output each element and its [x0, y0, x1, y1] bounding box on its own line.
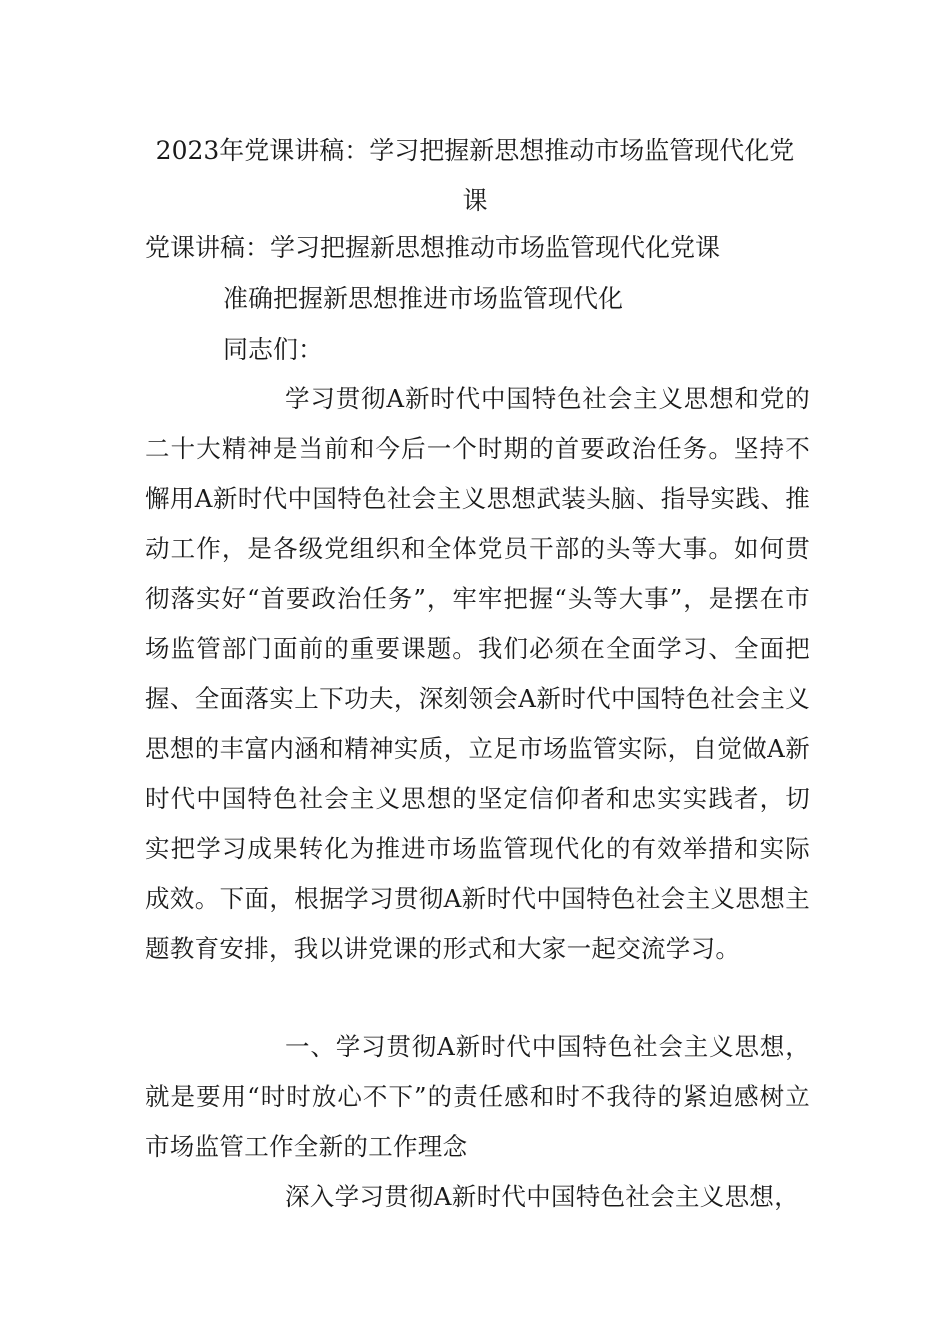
- body-paragraph-2: 深入学习贯彻A新时代中国特色社会主义思想，: [285, 1182, 799, 1211]
- greeting: 同志们：: [223, 335, 324, 364]
- document-subtitle: 党课讲稿：学习把握新思想推动市场监管现代化党课: [145, 233, 721, 262]
- body-paragraph-1: 学习贯彻A新时代中国特色社会主义思想和党的二十大精神是当前和今后一个时期的首要政治任务。坚持不懈用A新时代中国特色社会主义思想武装头脑、指导实践、推动工作，是各级党组织和全体党员干部的头等大事。如何贯彻落实好“首要政治任务”，牢牢把握“头等大事”，是摆在市场监管部门面前的重要课题。我们必须在全面学习、全面把握、全面落实上下功夫，深刻领会A新时代中国特色社会主义思想的丰富内涵和精神实质，立足市场监管实际，自觉做A新时代中国特色社会主义思想的坚定信仰者和忠实实践者，切实把学习成果转化为推进市场监管现代化的有效举措和实际成效。下面，根据学习贯彻A新时代中国特色社会主义思想主题教育安排，我以讲党课的形式和大家一起交流学习。: [145, 384, 810, 963]
- section-1-heading: 一、学习贯彻A新时代中国特色社会主义思想，就是要用“时时放心不下”的责任感和时不我待的紧迫感树立市场监管工作全新的工作理念: [145, 1032, 810, 1161]
- speech-heading: 准确把握新思想推进市场监管现代化: [223, 284, 624, 313]
- document-title: 2023年党课讲稿：学习把握新思想推动市场监管现代化党课: [155, 136, 795, 215]
